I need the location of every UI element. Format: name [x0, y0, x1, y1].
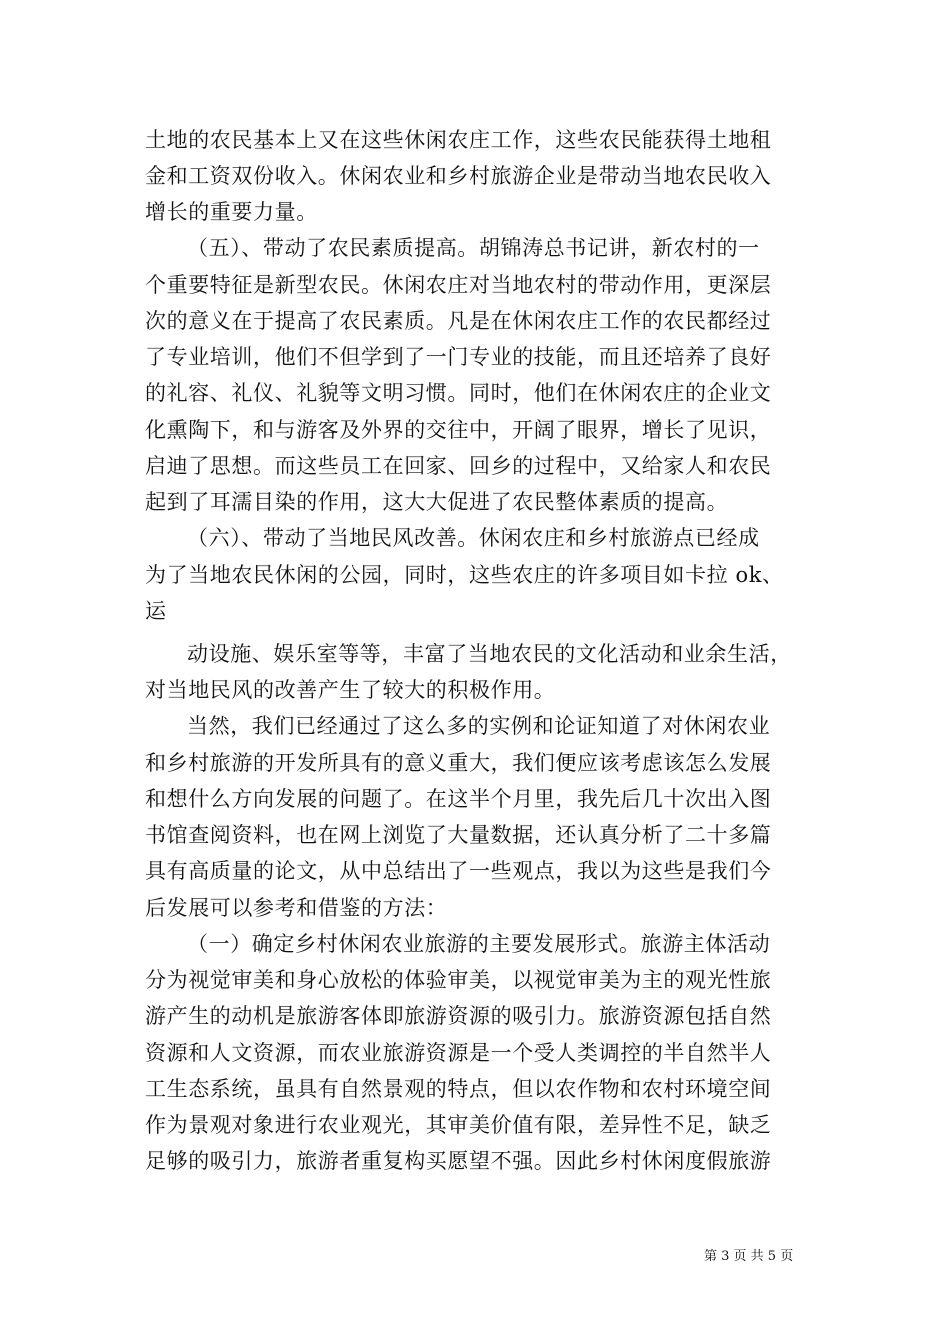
- text-line: 化熏陶下，和与游客及外界的交往中，开阔了眼界，增长了见识，: [145, 418, 772, 442]
- text-line: 的礼容、礼仪、礼貌等文明习惯。同时，他们在休闲农庄的企业文: [145, 381, 772, 405]
- text-line: 了专业培训，他们不但学到了一门专业的技能，而且还培养了良好: [145, 345, 772, 369]
- text-line: 个重要特征是新型农民。休闲农庄对当地农村的带动作用，更深层: [145, 273, 772, 297]
- text-line: 增长的重要力量。: [145, 200, 318, 224]
- text-line: 金和工资双份收入。休闲农业和乡村旅游企业是带动当地农民收入: [145, 164, 772, 188]
- text-line: 对当地民风的改善产生了较大的积极作用。: [145, 678, 556, 702]
- text-line: 和乡村旅游的开发所具有的意义重大，我们便应该考虑该怎么发展: [145, 751, 772, 775]
- text-line: 作为景观对象进行农业观光，其审美价值有限，差异性不足，缺乏: [145, 1113, 772, 1137]
- text-line: 具有高质量的论文，从中总结出了一些观点，我以为这些是我们今: [145, 859, 772, 883]
- paragraph-start-line: （一）确定乡村休闲农业旅游的主要发展形式。旅游主体活动: [187, 932, 771, 956]
- paragraph-start-line: 当然，我们已经通过了这么多的实例和论证知道了对休闲农业: [187, 714, 771, 738]
- text-line: 足够的吸引力，旅游者重复构买愿望不强。因此乡村休闲度假旅游: [145, 1149, 772, 1173]
- text-line: 为了当地农民休闲的公园，同时，这些农庄的许多项目如卡拉 ok、: [145, 563, 784, 587]
- text-line: 和想什么方向发展的问题了。在这半个月里，我先后几十次出入图: [145, 787, 772, 811]
- text-line: 启迪了思想。而这些员工在回家、回乡的过程中，又给家人和农民: [145, 454, 772, 478]
- paragraph-start-line: 动设施、娱乐室等等，丰富了当地农民的文化活动和业余生活，: [187, 642, 792, 666]
- text-line: 资源和人文资源，而农业旅游资源是一个受人类调控的半自然半人: [145, 1041, 772, 1065]
- text-line: 土地的农民基本上又在这些休闲农庄工作，这些农民能获得土地租: [145, 128, 772, 152]
- text-line: 次的意义在于提高了农民素质。凡是在休闲农庄工作的农民都经过: [145, 309, 772, 333]
- text-line: 起到了耳濡目染的作用，这大大促进了农民整体素质的提高。: [145, 490, 729, 514]
- text-line: 分为视觉审美和身心放松的体验审美，以视觉审美为主的观光性旅: [145, 968, 772, 992]
- paragraph-start-line: （五）、带动了农民素质提高。胡锦涛总书记讲，新农村的一: [187, 236, 760, 260]
- text-line: 工生态系统，虽具有自然景观的特点，但以农作物和农村环境空间: [145, 1077, 772, 1101]
- text-line: 运: [145, 599, 167, 623]
- page-number-footer: 第 3 页 共 5 页: [704, 1249, 794, 1264]
- text-line: 书馆查阅资料，也在网上浏览了大量数据，还认真分析了二十多篇: [145, 823, 772, 847]
- text-line: 游产生的动机是旅游客体即旅游资源的吸引力。旅游资源包括自然: [145, 1004, 772, 1028]
- paragraph-start-line: （六）、带动了当地民风改善。休闲农庄和乡村旅游点已经成: [187, 526, 760, 550]
- text-line: 后发展可以参考和借鉴的方法：: [145, 896, 448, 920]
